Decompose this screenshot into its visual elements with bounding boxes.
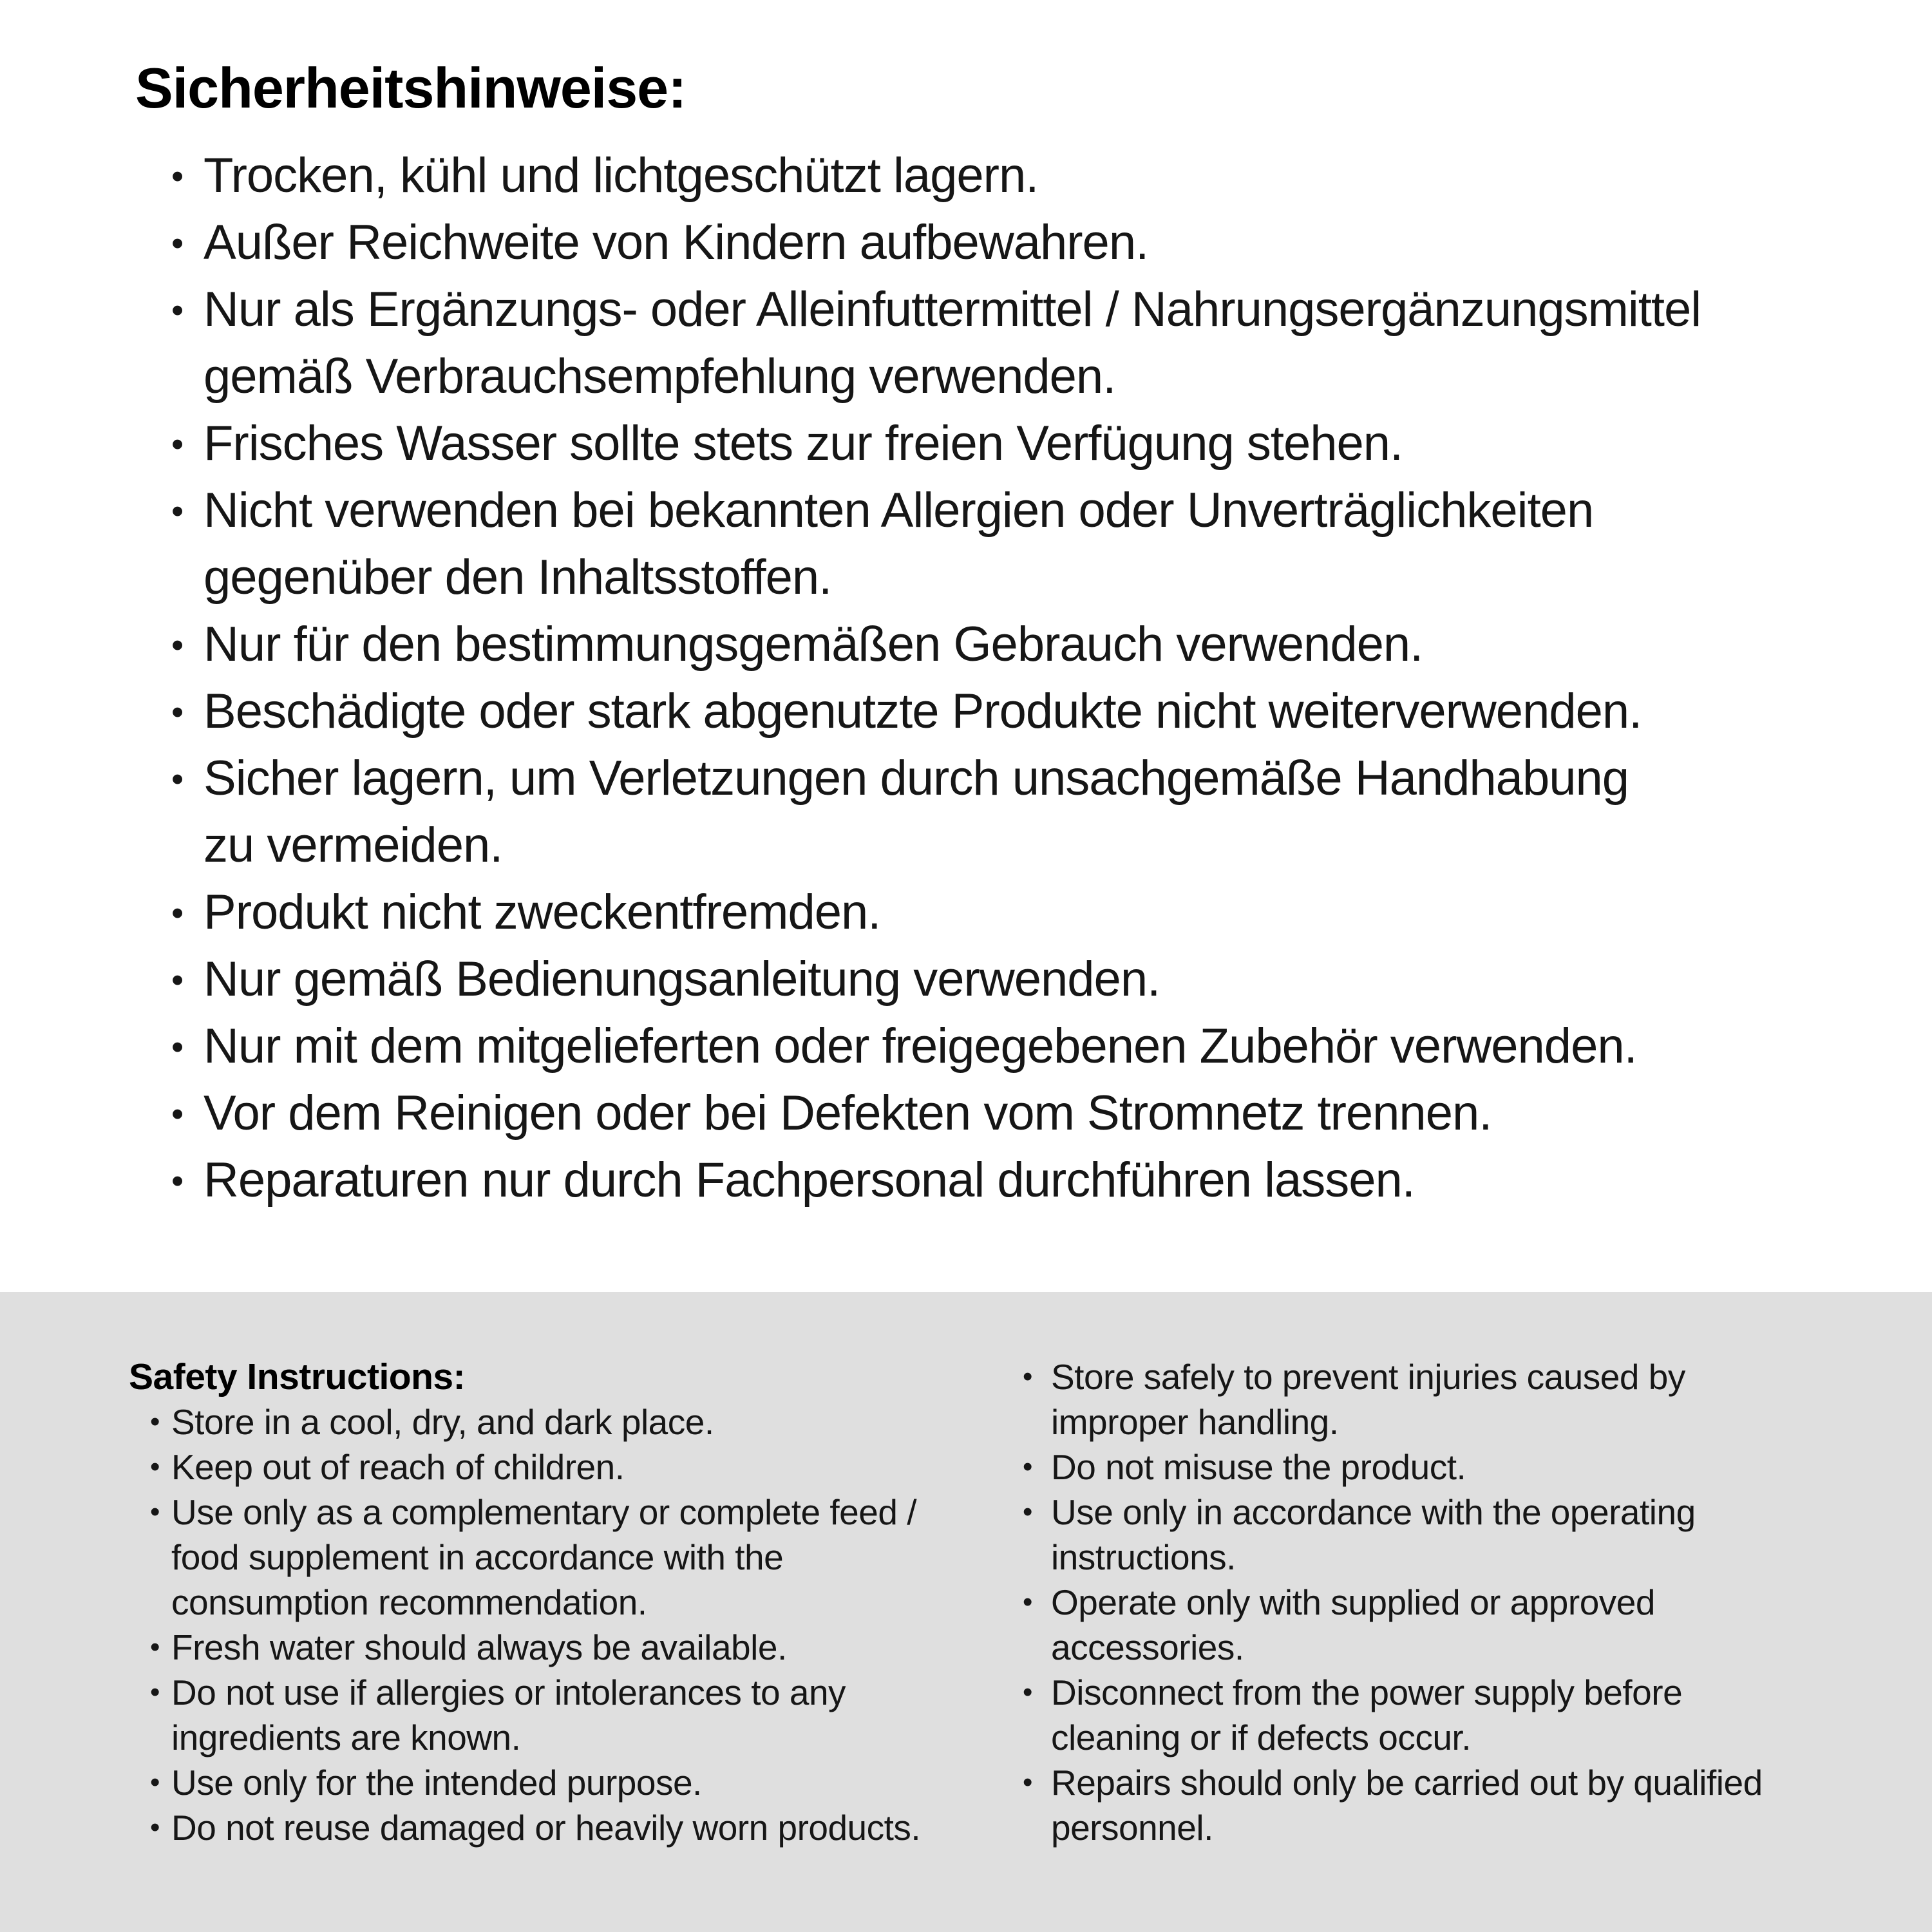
- bullet-line: instructions.: [1051, 1537, 1236, 1577]
- bullet-line: • Reparaturen nur durch Fachpersonal durchführen lassen.: [204, 1153, 1415, 1208]
- bullet-line: • Beschädigte oder stark abgenutzte Produkte nicht weiterverwenden.: [204, 684, 1642, 739]
- bullet-line: personnel.: [1051, 1808, 1213, 1848]
- bullet-line: • Trocken, kühl und lichtgeschützt lagern.: [204, 148, 1039, 204]
- bullet-item: [129, 1805, 1016, 1850]
- en-right-bullet-list: [1016, 1354, 1932, 1850]
- bullet-line: • Operate only with supplied or approved: [1051, 1582, 1655, 1622]
- bullet-item: [171, 678, 1932, 745]
- bullet-line: improper handling.: [1051, 1402, 1339, 1442]
- bullet-line: • Use only for the intended purpose.: [171, 1763, 702, 1803]
- bullet-line: • Nur mit dem mitgelieferten oder freigegebenen Zubehör verwenden.: [204, 1019, 1637, 1074]
- bullet-item: [171, 745, 1932, 879]
- bullet-item: [171, 209, 1932, 276]
- en-left-bullet-list: [129, 1399, 1016, 1850]
- bullet-line: • Repairs should only be carried out by qualified: [1051, 1763, 1763, 1803]
- bullet-line: • Produkt nicht zweckentfremden.: [204, 885, 881, 940]
- bullet-item: [1016, 1760, 1932, 1850]
- bullet-line: • Frisches Wasser sollte stets zur freien Verfügung stehen.: [204, 416, 1403, 471]
- safety-instructions-en-section: [0, 1292, 1932, 1932]
- bullet-line: • Use only in accordance with the operating: [1051, 1492, 1696, 1532]
- bullet-item: [171, 142, 1932, 209]
- bullet-item: [129, 1444, 1016, 1490]
- bullet-line: ingredients are known.: [171, 1718, 521, 1757]
- en-section-title: Safety Instructions:: [129, 1356, 466, 1397]
- bullet-line: • Do not use if allergies or intolerances to any: [171, 1672, 846, 1712]
- bullet-item: [171, 477, 1932, 611]
- bullet-item: [171, 611, 1932, 678]
- bullet-line: • Nur als Ergänzungs- oder Alleinfuttermittel / Nahrungsergänzungsmittel: [204, 282, 1701, 337]
- en-left-column: [129, 1354, 1016, 1850]
- bullet-item: [129, 1625, 1016, 1670]
- bullet-item: [1016, 1354, 1932, 1444]
- bullet-item: [129, 1760, 1016, 1805]
- bullet-item: [171, 946, 1932, 1013]
- bullet-item: [1016, 1580, 1932, 1670]
- bullet-item: [171, 1080, 1932, 1147]
- bullet-line: zu vermeiden.: [204, 818, 503, 873]
- bullet-line: gegenüber den Inhaltsstoffen.: [204, 550, 832, 605]
- bullet-line: • Sicher lagern, um Verletzungen durch unsachgemäße Handhabung: [204, 751, 1629, 806]
- bullet-line: • Use only as a complementary or complete feed /: [171, 1492, 917, 1532]
- bullet-item: [171, 410, 1932, 477]
- bullet-item: [1016, 1444, 1932, 1490]
- bullet-item: [171, 1147, 1932, 1214]
- bullet-line: • Außer Reichweite von Kindern aufbewahren.: [204, 215, 1149, 270]
- bullet-line: • Nicht verwenden bei bekannten Allergien oder Unverträglichkeiten: [204, 483, 1594, 538]
- bullet-item: [129, 1490, 1016, 1625]
- bullet-line: • Nur gemäß Bedienungsanleitung verwenden.: [204, 952, 1160, 1007]
- bullet-line: • Do not misuse the product.: [1051, 1447, 1466, 1487]
- de-bullet-list: [171, 142, 1932, 1214]
- bullet-line: • Store in a cool, dry, and dark place.: [171, 1402, 714, 1442]
- bullet-item: [171, 1013, 1932, 1080]
- bullet-item: [171, 276, 1932, 410]
- bullet-line: gemäß Verbrauchsempfehlung verwenden.: [204, 349, 1116, 404]
- bullet-item: [129, 1670, 1016, 1760]
- bullet-line: • Vor dem Reinigen oder bei Defekten vom Stromnetz trennen.: [204, 1086, 1492, 1141]
- bullet-item: [129, 1399, 1016, 1444]
- bullet-line: • Keep out of reach of children.: [171, 1447, 625, 1487]
- bullet-line: accessories.: [1051, 1627, 1244, 1667]
- bullet-line: • Nur für den bestimmungsgemäßen Gebrauch verwenden.: [204, 617, 1423, 672]
- bullet-item: [171, 879, 1932, 946]
- bullet-item: [1016, 1490, 1932, 1580]
- bullet-line: • Do not reuse damaged or heavily worn products.: [171, 1808, 921, 1848]
- bullet-line: cleaning or if defects occur.: [1051, 1718, 1471, 1757]
- bullet-line: • Store safely to prevent injuries caused by: [1051, 1357, 1685, 1397]
- de-section-title: Sicherheitshinweise:: [135, 56, 687, 120]
- bullet-line: consumption recommendation.: [171, 1582, 647, 1622]
- bullet-line: food supplement in accordance with the: [171, 1537, 784, 1577]
- bullet-line: • Disconnect from the power supply before: [1051, 1672, 1683, 1712]
- bullet-line: • Fresh water should always be available.: [171, 1627, 787, 1667]
- en-right-column: [1016, 1354, 1932, 1850]
- bullet-item: [1016, 1670, 1932, 1760]
